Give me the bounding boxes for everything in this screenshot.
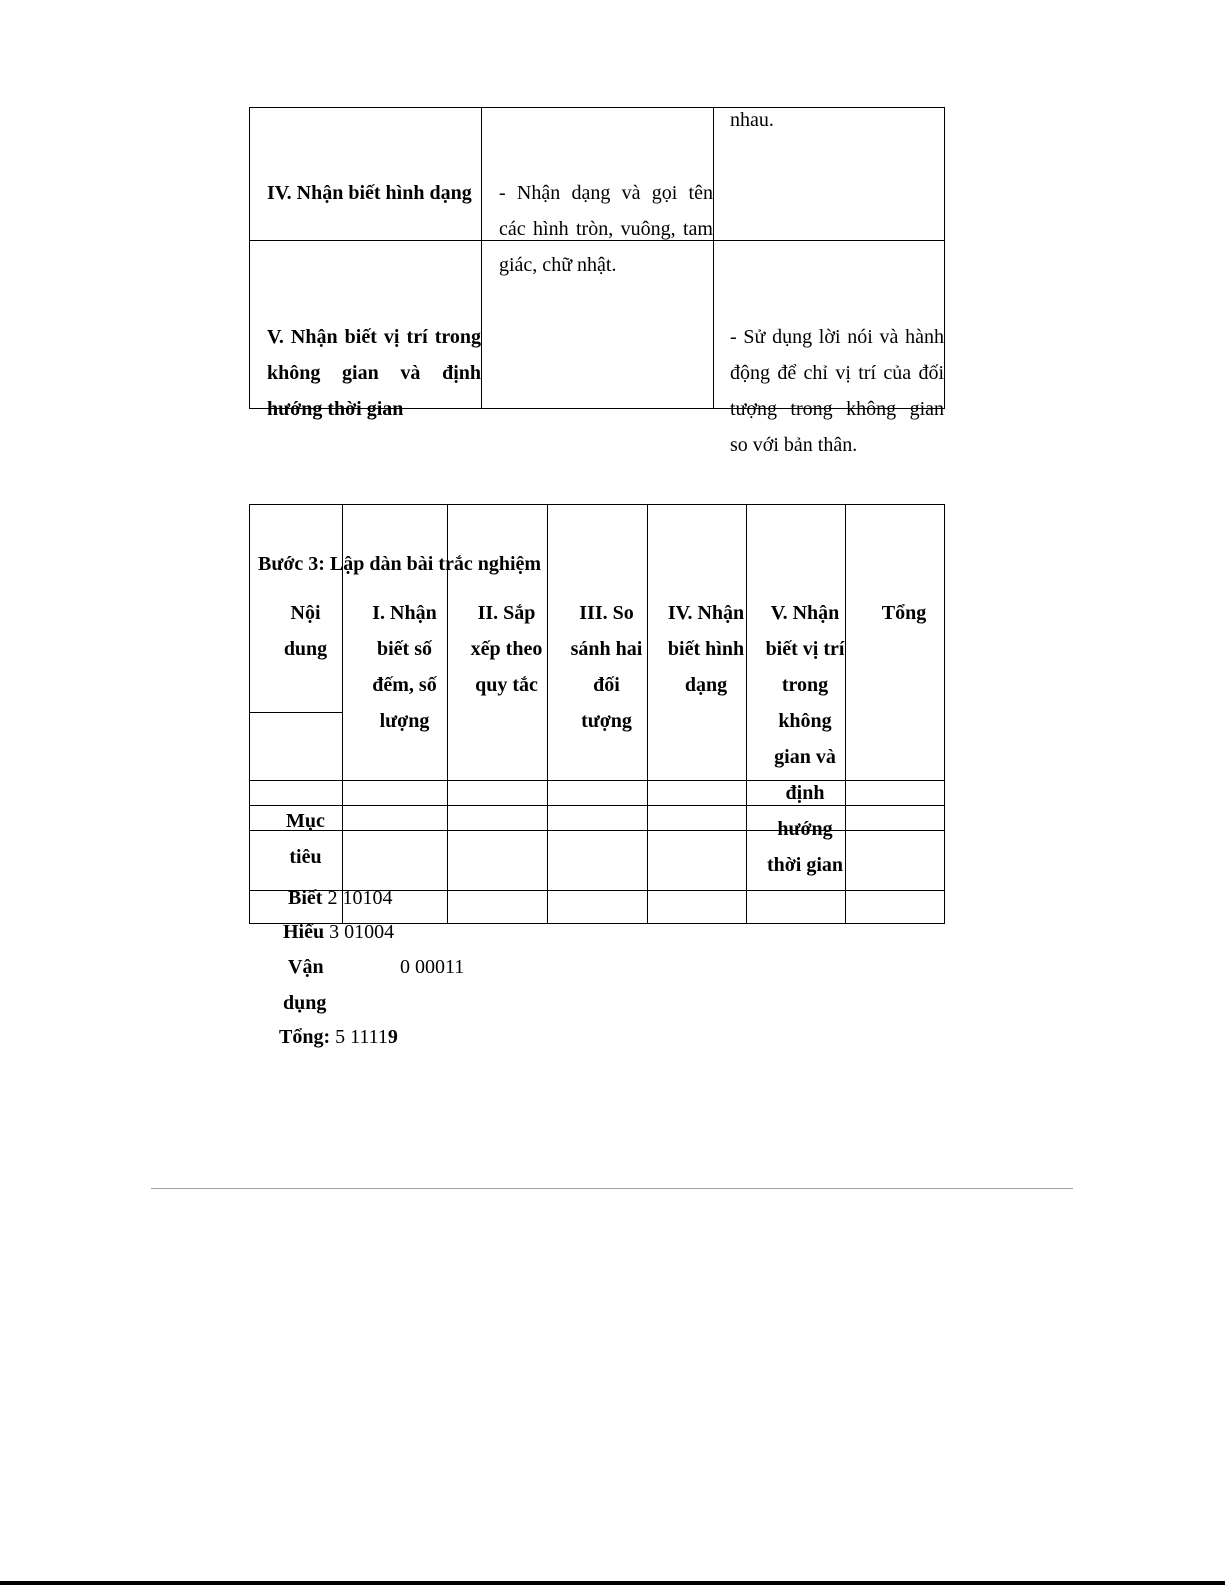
header-line: V. Nhận [770, 602, 840, 624]
header-line: I. Nhận [372, 602, 437, 624]
row-label: Biết [288, 887, 323, 909]
row-values: 2 10104 [327, 887, 393, 909]
row-v-line: động để chỉ vị trí của đối [730, 362, 944, 384]
header-line: quy tắc [475, 674, 538, 696]
header-line: biết hình [667, 638, 745, 660]
header-line: biết số [377, 638, 432, 660]
header-line: dạng [684, 674, 728, 696]
header-line: đối [593, 674, 620, 696]
table1-col-divider [481, 107, 482, 409]
row-iv-line: - Nhận dạng và gọi tên [499, 182, 713, 204]
row-van-label-1: Vận [288, 956, 324, 978]
row-iv-line: các hình tròn, vuông, tam [499, 218, 713, 240]
row-iv-heading: IV. Nhận biết hình dạng [267, 182, 472, 204]
header-line: II. Sắp [477, 602, 536, 624]
row-van-label-2: dụng [283, 992, 327, 1014]
row-label: Hiểu [283, 921, 325, 943]
header-line: III. So [579, 602, 634, 624]
header-line: đếm, số [372, 674, 437, 696]
row-v-line: - Sử dụng lời nói và hành [730, 326, 944, 348]
row-v-line: tượng trong không gian [730, 398, 944, 420]
page-footer-rule [151, 1188, 1073, 1189]
row-tong [279, 1019, 398, 1055]
row-hieu [283, 914, 394, 950]
muc-tieu-line: Mục [286, 810, 325, 832]
table1-nhau-text: nhau. [730, 109, 774, 131]
header-line: xếp theo [470, 638, 543, 660]
header-line: dung [283, 638, 328, 660]
table2-row-divider [249, 712, 342, 713]
header-line: trong [781, 674, 829, 696]
row-v-heading-line: hướng thời gian [267, 398, 404, 420]
header-line: sánh hai [570, 638, 643, 660]
row-biet [288, 880, 392, 916]
header-line: lượng [379, 710, 430, 732]
row-v-line: so với bản thân. [730, 434, 858, 456]
row-iv-line: giác, chữ nhật. [499, 254, 617, 276]
header-line: thời gian [766, 854, 844, 876]
page-bottom-bar [0, 1581, 1225, 1585]
table1-col-divider [713, 107, 714, 409]
header-line: hướng [777, 818, 833, 840]
header-line: định [785, 782, 825, 804]
row-label: Tổng: [279, 1026, 331, 1048]
row-values-total: 9 [387, 1026, 398, 1048]
row-v-heading-line: không gian và định [267, 362, 481, 384]
header-line: biết vị trí [765, 638, 845, 660]
row-van-dung-values: 0 00011 [400, 956, 465, 978]
step3-title: Bước 3: Lập dàn bài trắc nghiệm [258, 553, 542, 575]
header-line: gian và [774, 746, 836, 768]
row-v-heading-line: V. Nhận biết vị trí trong [267, 326, 481, 348]
row-values: 5 1111 [335, 1026, 388, 1048]
header-line: Tổng [881, 602, 927, 624]
header-line: Nội [290, 602, 321, 624]
row-values: 3 01004 [329, 921, 395, 943]
muc-tieu-line: tiêu [289, 846, 322, 868]
header-line: không [778, 710, 832, 732]
header-line: tượng [581, 710, 632, 732]
header-line: IV. Nhận [667, 602, 745, 624]
